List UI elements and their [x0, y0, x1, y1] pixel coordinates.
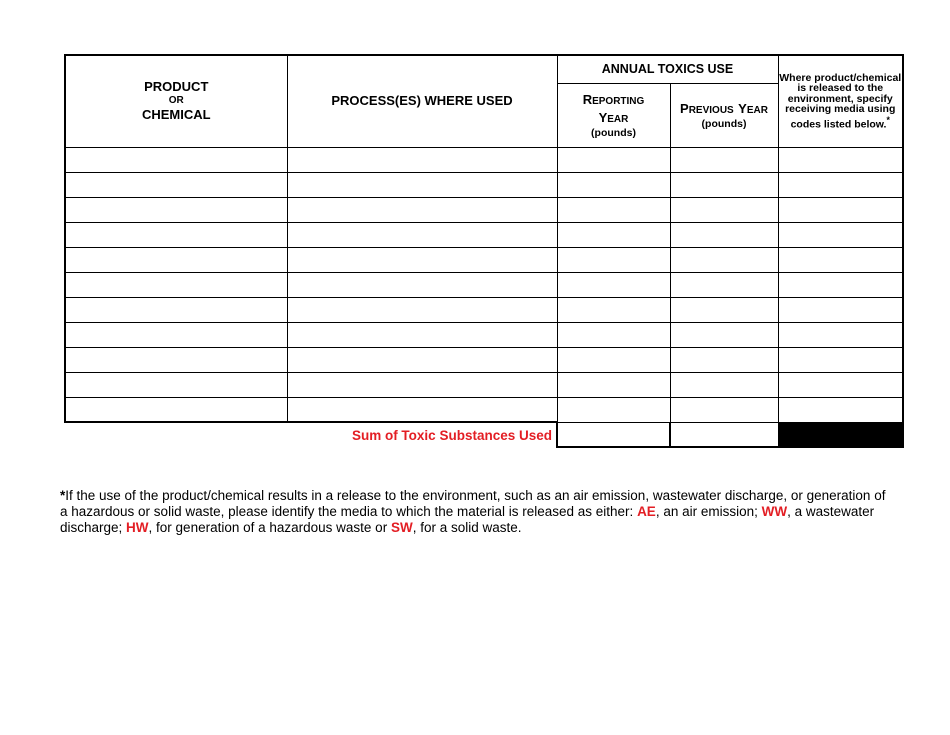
reporting-year-cell[interactable] [557, 297, 670, 322]
previous-pounds: (pounds) [701, 117, 747, 130]
table-row [65, 222, 903, 247]
release-media-header [778, 55, 903, 147]
media-code-cell[interactable] [778, 172, 903, 197]
process-cell[interactable] [287, 272, 557, 297]
sum-previous-year-cell[interactable] [670, 422, 778, 447]
year-rest: EAR [607, 113, 629, 125]
footnote-text-3: , a wastewater discharge; [60, 504, 875, 535]
media-code-cell[interactable] [778, 372, 903, 397]
toxics-use-table [64, 54, 904, 448]
table-row [65, 272, 903, 297]
process-cell[interactable] [287, 297, 557, 322]
product-cell[interactable] [65, 222, 287, 247]
annual-toxics-use-header: ANNUAL TOXICS USE [557, 55, 778, 83]
reporting-year-cell[interactable] [557, 272, 670, 297]
previous-year-cell[interactable] [670, 247, 778, 272]
table-row [65, 397, 903, 422]
process-cell[interactable] [287, 397, 557, 422]
code-ae: AE [637, 504, 656, 519]
process-cell[interactable] [287, 347, 557, 372]
media-code-cell[interactable] [778, 197, 903, 222]
product-cell[interactable] [65, 147, 287, 172]
product-cell[interactable] [65, 322, 287, 347]
release-media-text: Where product/chemical is released to the environment, specify receiving media using codes listed below. [779, 71, 902, 131]
table-row [65, 197, 903, 222]
reporting-year-cell[interactable] [557, 222, 670, 247]
product-cell[interactable] [65, 297, 287, 322]
media-code-cell[interactable] [778, 347, 903, 372]
table-row [65, 247, 903, 272]
previous-initial: P [680, 100, 689, 116]
table-row [65, 297, 903, 322]
reporting-year-cell[interactable] [557, 322, 670, 347]
media-code-cell[interactable] [778, 322, 903, 347]
footnote-text-2: , an air emission; [655, 504, 762, 519]
process-cell[interactable] [287, 172, 557, 197]
prev-year-initial: Y [738, 100, 747, 116]
sum-reporting-year-cell[interactable] [557, 422, 670, 447]
previous-year-cell[interactable] [670, 322, 778, 347]
product-header-line1: PRODUCT [144, 79, 209, 95]
sum-blacked-out-cell [778, 422, 903, 447]
previous-year-cell[interactable] [670, 272, 778, 297]
reporting-year-header [557, 83, 670, 147]
media-code-cell[interactable] [778, 297, 903, 322]
process-cell[interactable] [287, 147, 557, 172]
process-cell[interactable] [287, 322, 557, 347]
previous-year-cell[interactable] [670, 372, 778, 397]
product-cell[interactable] [65, 172, 287, 197]
product-chemical-header [65, 55, 287, 147]
code-sw: SW [390, 520, 413, 535]
footnote-asterisk: * [60, 488, 66, 503]
media-code-cell[interactable] [778, 247, 903, 272]
media-code-cell[interactable] [778, 222, 903, 247]
sum-row [65, 422, 903, 447]
release-media-asterisk: * [886, 114, 890, 125]
product-cell[interactable] [65, 197, 287, 222]
process-header: PROCESS(ES) WHERE USED [287, 55, 557, 147]
reporting-year-cell[interactable] [557, 372, 670, 397]
reporting-pounds: (pounds) [591, 126, 636, 139]
product-cell[interactable] [65, 347, 287, 372]
previous-rest: REVIOUS [688, 104, 734, 116]
media-code-cell[interactable] [778, 147, 903, 172]
product-cell[interactable] [65, 397, 287, 422]
previous-year-cell[interactable] [670, 172, 778, 197]
product-cell[interactable] [65, 372, 287, 397]
reporting-year-cell[interactable] [557, 247, 670, 272]
reporting-year-cell[interactable] [557, 172, 670, 197]
previous-year-cell[interactable] [670, 222, 778, 247]
year-initial: Y [598, 109, 608, 125]
table-row [65, 172, 903, 197]
table-row [65, 322, 903, 347]
table-row [65, 372, 903, 397]
code-ww: WW [761, 504, 788, 519]
prev-year-rest: EAR [746, 104, 768, 116]
sum-label: Sum of Toxic Substances Used [351, 427, 552, 443]
product-header-line3: CHEMICAL [141, 107, 211, 123]
previous-year-cell[interactable] [670, 297, 778, 322]
process-cell[interactable] [287, 247, 557, 272]
footnote-text-5: , for a solid waste. [412, 520, 522, 535]
reporting-initial: R [582, 91, 593, 107]
previous-year-cell[interactable] [670, 347, 778, 372]
previous-year-cell[interactable] [670, 397, 778, 422]
previous-year-cell[interactable] [670, 147, 778, 172]
media-code-cell[interactable] [778, 272, 903, 297]
footnote-text-4: , for generation of a hazardous waste or [148, 520, 391, 535]
reporting-year-cell[interactable] [557, 197, 670, 222]
footnote-text-1: If the use of the product/chemical results in a release to the environment, such as an air emission, wastewater discharge, or generation of a hazardous or solid waste, please identify the media to which the material is released as either: [60, 488, 886, 519]
table-row [65, 147, 903, 172]
process-cell[interactable] [287, 222, 557, 247]
media-code-cell[interactable] [778, 397, 903, 422]
previous-year-cell[interactable] [670, 197, 778, 222]
process-cell[interactable] [287, 372, 557, 397]
previous-year-header [670, 83, 778, 147]
code-hw: HW [126, 520, 149, 535]
table-row [65, 347, 903, 372]
reporting-rest: EPORTING [592, 95, 645, 107]
product-cell[interactable] [65, 272, 287, 297]
process-cell[interactable] [287, 197, 557, 222]
reporting-year-cell[interactable] [557, 147, 670, 172]
reporting-year-cell[interactable] [557, 347, 670, 372]
footnote [60, 488, 890, 536]
reporting-year-cell[interactable] [557, 397, 670, 422]
product-cell[interactable] [65, 247, 287, 272]
product-header-or: OR [168, 95, 184, 107]
